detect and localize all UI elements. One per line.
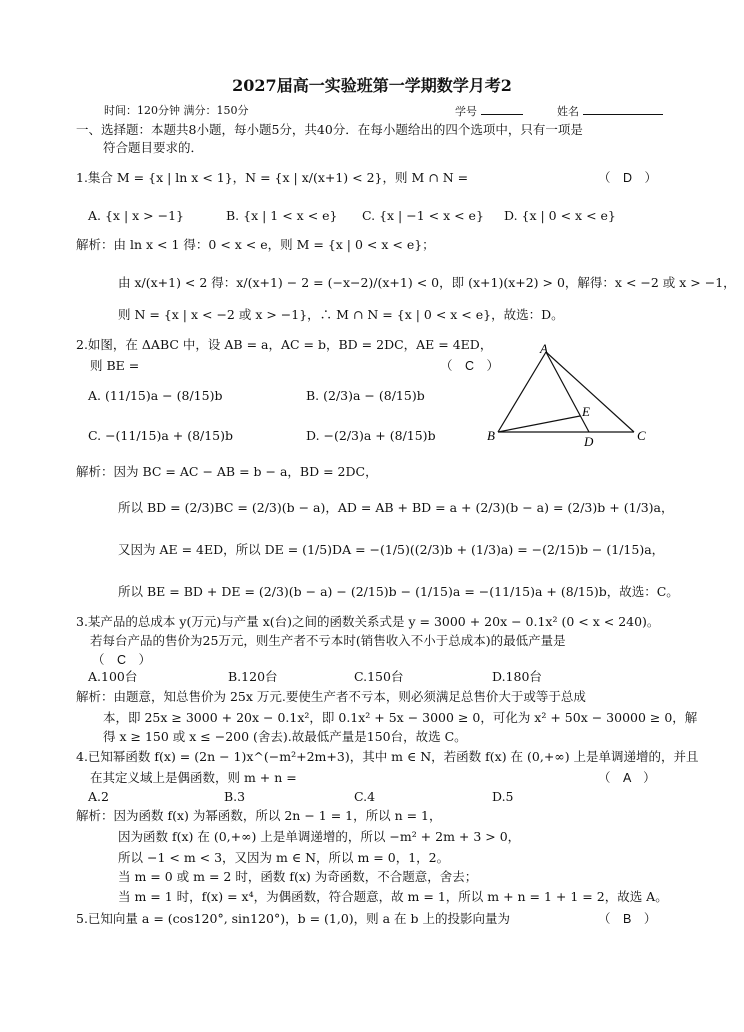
q2-solution-line1: 解析：因为 BC = AC − AB = b − a，BD = 2DC， (76, 464, 378, 479)
q3-stem: 3.某产品的总成本 y(万元)与产量 x(台)之间的函数关系式是 y = 3000 + 20x − 0.1x² (0 < x < 240)。 (76, 614, 660, 629)
q2-option-b: B. (2/3)a − (8/15)b (306, 388, 425, 403)
q4-stem-2: 在其定义域上是偶函数，则 m + n = (90, 770, 297, 785)
q4-solution-line1: 解析：因为函数 f(x) 为幂函数，所以 2n − 1 = 1，所以 n = 1， (76, 808, 442, 823)
q1-option-d: D. {x | 0 < x < e} (504, 208, 616, 223)
vertex-label-a: A (540, 341, 548, 356)
q1-option-c: C. {x | −1 < x < e} (362, 208, 484, 223)
q1-answer: （ D ） (598, 171, 658, 185)
q1-solution-line3: 则 N = {x | x < −2 或 x > −1}，∴ M ∩ N = {x | 0 < x < e}，故选：D。 (118, 307, 564, 322)
student-id-label: 学号 (455, 105, 477, 118)
q1-solution-line2: 由 x/(x+1) < 2 得：x/(x+1) − 2 = (−x−2)/(x+1) < 0，即 (x+1)(x+2) > 0，解得：x < −2 或 x > −1， (118, 275, 736, 290)
q2-option-d: D. −(2/3)a + (8/15)b (306, 428, 436, 443)
q3-option-c: C.150台 (354, 669, 404, 684)
q5-stem: 5.已知向量 a = (cos120°, sin120°)，b = (1,0)，则 a 在 b 上的投影向量为 (76, 911, 510, 926)
q2-stem: 2.如图，在 ΔABC 中，设 AB = a，AC = b，BD = 2DC，AE = 4ED， (76, 337, 493, 352)
q3-solution-line1: 解析：由题意，知总售价为 25x 万元.要使生产者不亏本，则必须满足总售价大于或等于总成 (76, 689, 586, 704)
point-label-d: D (584, 434, 594, 449)
q5-answer: （ B ） (598, 912, 657, 926)
q3-option-b: B.120台 (228, 669, 278, 684)
q3-option-a: A.100台 (88, 669, 138, 684)
q1-stem: 1.集合 M = {x | ln x < 1}，N = {x | x/(x+1) < 2}，则 M ∩ N = (76, 170, 469, 185)
q4-solution-line3: 所以 −1 < m < 3，又因为 m ∈ N，所以 m = 0，1，2。 (118, 850, 450, 865)
q4-option-a: A.2 (88, 789, 109, 804)
student-id-field (455, 103, 523, 120)
vertex-label-b: B (487, 428, 495, 443)
q2-answer: （ C ） (440, 359, 500, 373)
q3-answer: （ C ） (92, 653, 152, 667)
q1-option-b: B. {x | 1 < x < e} (226, 208, 338, 223)
q4-solution-line2: 因为函数 f(x) 在 (0,+∞) 上是单调递增的，所以 −m² + 2m + 3 > 0， (118, 829, 521, 844)
q4-option-b: B.3 (224, 789, 246, 804)
q3-solution-line3: 得 x ≥ 150 或 x ≤ −200 (舍去).故最低产量是150台，故选 C。 (103, 729, 467, 744)
q4-option-c: C.4 (354, 789, 376, 804)
q2-option-c: C. −(11/15)a + (8/15)b (88, 428, 234, 443)
q4-option-d: D.5 (492, 789, 514, 804)
q3-option-d: D.180台 (492, 669, 542, 684)
q1-option-a: A. {x | x > −1} (88, 208, 184, 223)
q3-solution-line2: 本，即 25x ≥ 3000 + 20x − 0.1x²，即 0.1x² + 5x − 3000 ≥ 0，可化为 x² + 50x − 30000 ≥ 0，解 (103, 710, 698, 725)
student-name-blank (583, 103, 663, 115)
q3-stem-2: 若每台产品的售价为25万元，则生产者不亏本时(销售收入不小于总成本)的最低产量是 (90, 633, 566, 648)
student-name-label: 姓名 (557, 105, 579, 118)
q2-solution-line3: 又因为 AE = 4ED，所以 DE = (1/5)DA = −(1/5)((2/3)b + (1/3)a) = −(2/15)b − (1/15)a， (118, 542, 665, 557)
q2-solution-line4: 所以 BE = BD + DE = (2/3)(b − a) − (2/15)b − (1/15)a = −(11/15)a + (8/15)b，故选：C。 (118, 584, 679, 599)
q2-solution-line2: 所以 BD = (2/3)BC = (2/3)(b − a)，AD = AB + BD = a + (2/3)(b − a) = (2/3)b + (1/3)a， (118, 500, 674, 515)
q4-stem: 4.已知幂函数 f(x) = (2n − 1)x^(−m²+2m+3)，其中 m ∈ N，若函数 f(x) 在 (0,+∞) 上是单调递增的，并且 (76, 749, 699, 764)
student-id-blank (481, 103, 523, 115)
q1-solution-line1: 解析：由 ln x < 1 得：0 < x < e，则 M = {x | 0 < x < e}； (76, 237, 435, 252)
q2-stem-2: 则 BE = (90, 358, 140, 373)
section-instructions-line2: 符合题目要求的． (103, 140, 204, 155)
q4-answer: （ A ） (598, 771, 656, 785)
student-name-field (557, 103, 663, 120)
q2-option-a: A. (11/15)a − (8/15)b (88, 388, 223, 403)
point-label-e: E (582, 404, 590, 419)
q4-solution-line5: 当 m = 1 时，f(x) = x⁴，为偶函数，符合题意，故 m = 1，所以 m + n = 1 + 1 = 2，故选 A。 (118, 889, 668, 904)
vertex-label-c: C (637, 428, 646, 443)
q4-solution-line4: 当 m = 0 或 m = 2 时，函数 f(x) 为奇函数，不合题意，舍去； (118, 869, 478, 884)
section-instructions-line1: 一、选择题：本题共8小题，每小题5分，共40分．在每小题给出的四个选项中，只有一项是 (76, 122, 583, 137)
page-title: 2027届高一实验班第一学期数学月考2 (232, 76, 512, 95)
triangle-figure (484, 340, 654, 450)
exam-info: 时间：120分钟 满分：150分 (104, 104, 249, 117)
